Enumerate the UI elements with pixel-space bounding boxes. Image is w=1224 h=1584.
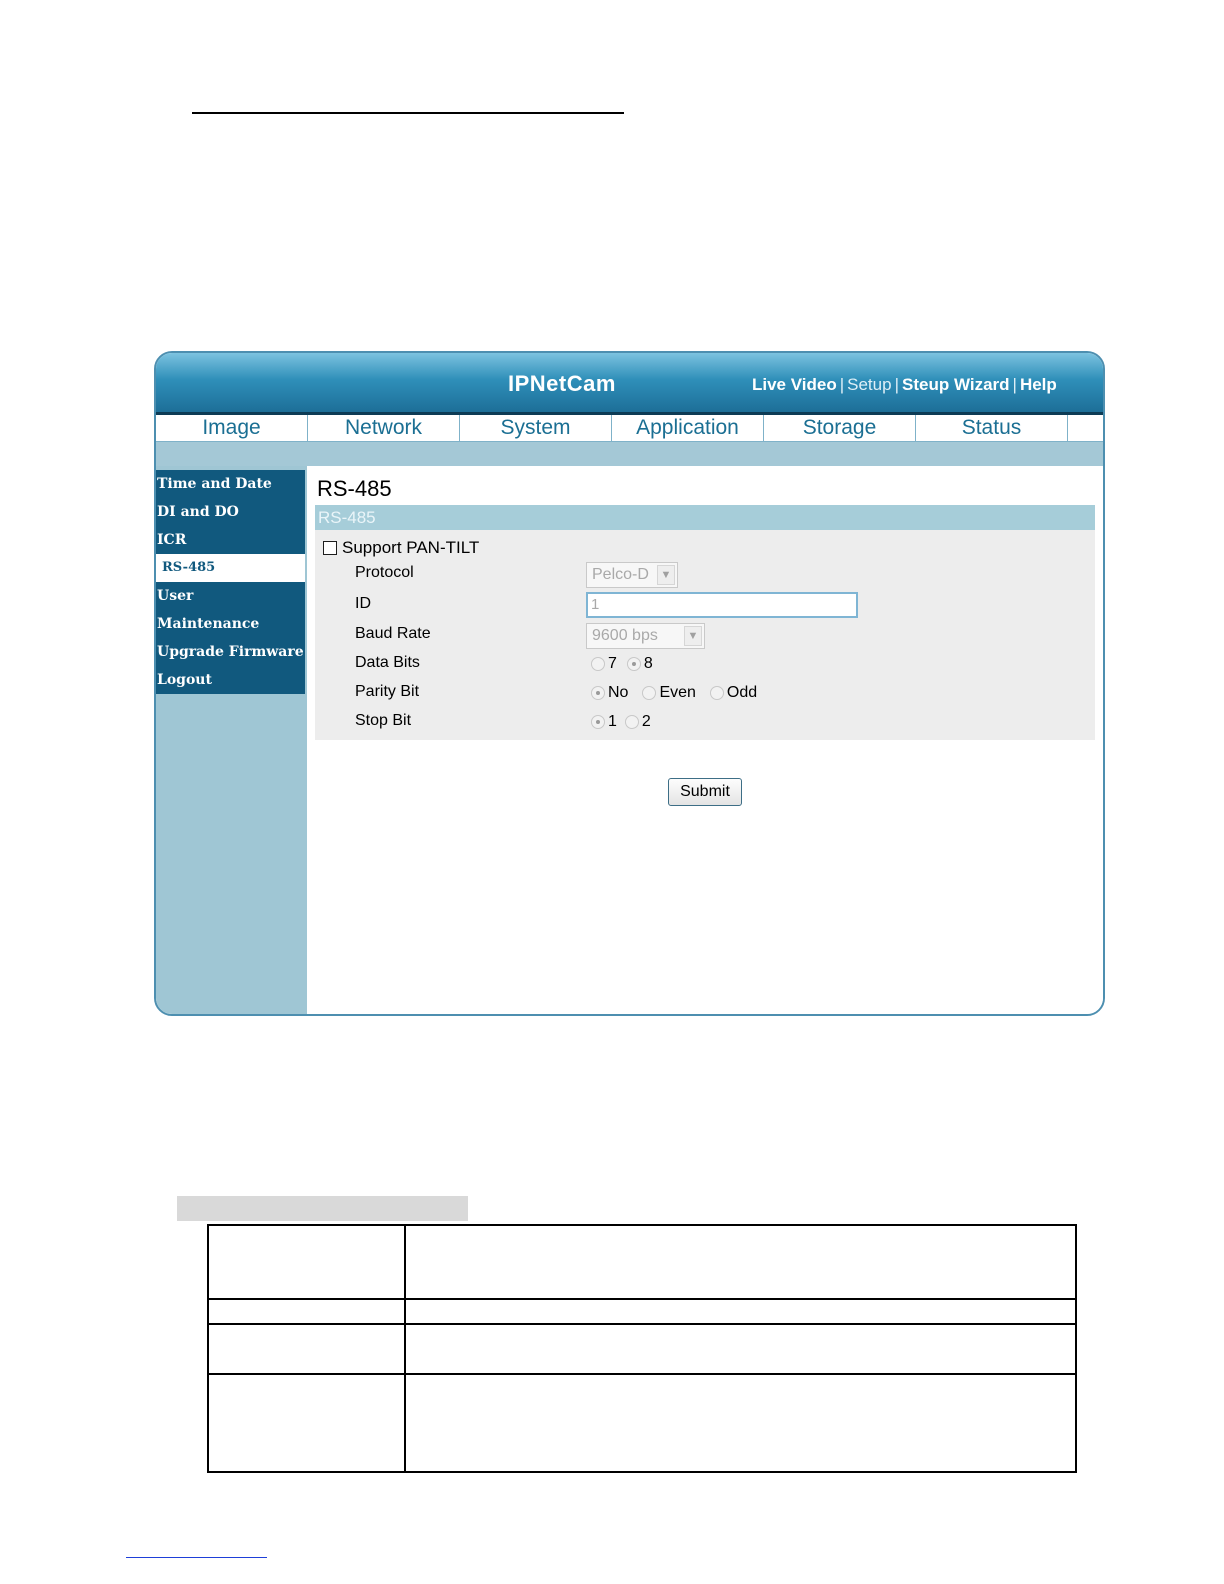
protocol-label: Protocol [355, 564, 414, 581]
header-bar [156, 353, 1103, 415]
sidebar-item-user[interactable]: User [157, 588, 194, 604]
section-header: RS-485 [315, 505, 1095, 530]
parity-no-radio[interactable] [591, 686, 605, 700]
table-cell [405, 1324, 1076, 1374]
sub-bar [156, 442, 1103, 466]
sidebar-menu [156, 470, 305, 694]
sidebar-item-maintenance[interactable]: Maintenance [157, 616, 260, 632]
link-separator: | [1012, 375, 1017, 394]
parity-even-label: Even [659, 684, 696, 701]
stop-bit-1-label: 1 [608, 713, 617, 730]
help-link[interactable]: Help [1019, 375, 1057, 394]
data-bits-7-radio[interactable] [591, 657, 605, 671]
table-cell [405, 1225, 1076, 1299]
sidebar-item-time-and-date[interactable]: Time and Date [157, 476, 272, 492]
page-title: RS-485 [317, 476, 392, 501]
table-cell [208, 1299, 405, 1324]
data-bits-7-label: 7 [608, 655, 617, 672]
link-separator: | [894, 375, 899, 394]
baud-rate-select[interactable] [586, 623, 705, 649]
baud-rate-value: 9600 bps [592, 627, 658, 644]
stop-bit-label: Stop Bit [355, 712, 412, 729]
sidebar-item-rs-485[interactable]: RS-485 [156, 554, 305, 582]
sidebar-item-logout[interactable]: Logout [157, 672, 212, 688]
protocol-select[interactable] [586, 562, 678, 588]
table-cell [208, 1225, 405, 1299]
data-bits-label: Data Bits [355, 654, 420, 671]
table-cell [405, 1299, 1076, 1324]
parity-even-radio[interactable] [642, 686, 656, 700]
table-row [208, 1324, 1076, 1374]
title-underline [192, 112, 624, 114]
footer-link-underline [126, 1557, 267, 1558]
sidebar-item-di-and-do[interactable]: DI and DO [157, 504, 239, 520]
support-pan-tilt-checkbox[interactable] [323, 541, 337, 555]
parity-no-label: No [608, 684, 629, 701]
parity-bit-radios [591, 684, 757, 702]
parity-bit-label: Parity Bit [355, 683, 420, 700]
camera-web-ui [154, 351, 1105, 1016]
support-pan-tilt-label: Support PAN-TILT [342, 538, 480, 557]
brand-title: IPNetCam [508, 371, 616, 396]
stop-bit-1-radio[interactable] [591, 715, 605, 729]
table-row [208, 1225, 1076, 1299]
protocol-value: Pelco-D [592, 566, 649, 583]
support-pan-tilt-row [323, 538, 479, 558]
stop-bit-2-label: 2 [641, 713, 651, 730]
sidebar [156, 466, 307, 1016]
tab-application[interactable]: Application [612, 415, 764, 441]
sidebar-item-icr[interactable]: ICR [157, 532, 187, 548]
tab-network[interactable]: Network [308, 415, 460, 441]
setup-link[interactable]: Setup [847, 375, 892, 394]
table-cell [208, 1324, 405, 1374]
tab-storage[interactable]: Storage [764, 415, 916, 441]
sidebar-item-upgrade-firmware[interactable]: Upgrade Firmware [157, 644, 304, 660]
top-links [752, 375, 1057, 395]
live-video-link[interactable]: Live Video [752, 375, 837, 394]
table-row [208, 1374, 1076, 1472]
link-separator: | [839, 375, 845, 394]
main-tabs [156, 415, 1103, 442]
id-value: 1 [591, 596, 600, 613]
stop-bit-2-radio[interactable] [625, 715, 639, 729]
rs485-form [315, 530, 1095, 740]
tab-status[interactable]: Status [916, 415, 1068, 441]
content-panel [308, 466, 1105, 1016]
baud-rate-label: Baud Rate [355, 625, 431, 642]
data-bits-8-radio[interactable] [627, 657, 641, 671]
data-bits-radios [591, 655, 653, 673]
chevron-down-icon: ▼ [684, 626, 702, 646]
data-bits-8-label: 8 [643, 655, 653, 672]
id-label: ID [355, 595, 371, 612]
table-row [208, 1299, 1076, 1324]
tab-image[interactable]: Image [156, 415, 308, 441]
table-cell [208, 1374, 405, 1472]
table-caption-bar [177, 1196, 468, 1221]
parity-odd-radio[interactable] [710, 686, 724, 700]
parity-odd-label: Odd [726, 684, 758, 701]
table-cell [405, 1374, 1076, 1472]
tab-spacer [1068, 415, 1103, 441]
chevron-down-icon: ▼ [657, 565, 675, 585]
tab-system[interactable]: System [460, 415, 612, 441]
stop-bit-radios [591, 713, 651, 731]
id-field[interactable] [586, 592, 858, 618]
settings-description-table [207, 1224, 1077, 1473]
setup-wizard-link[interactable]: Steup Wizard [902, 375, 1010, 394]
submit-button[interactable]: Submit [668, 778, 742, 806]
